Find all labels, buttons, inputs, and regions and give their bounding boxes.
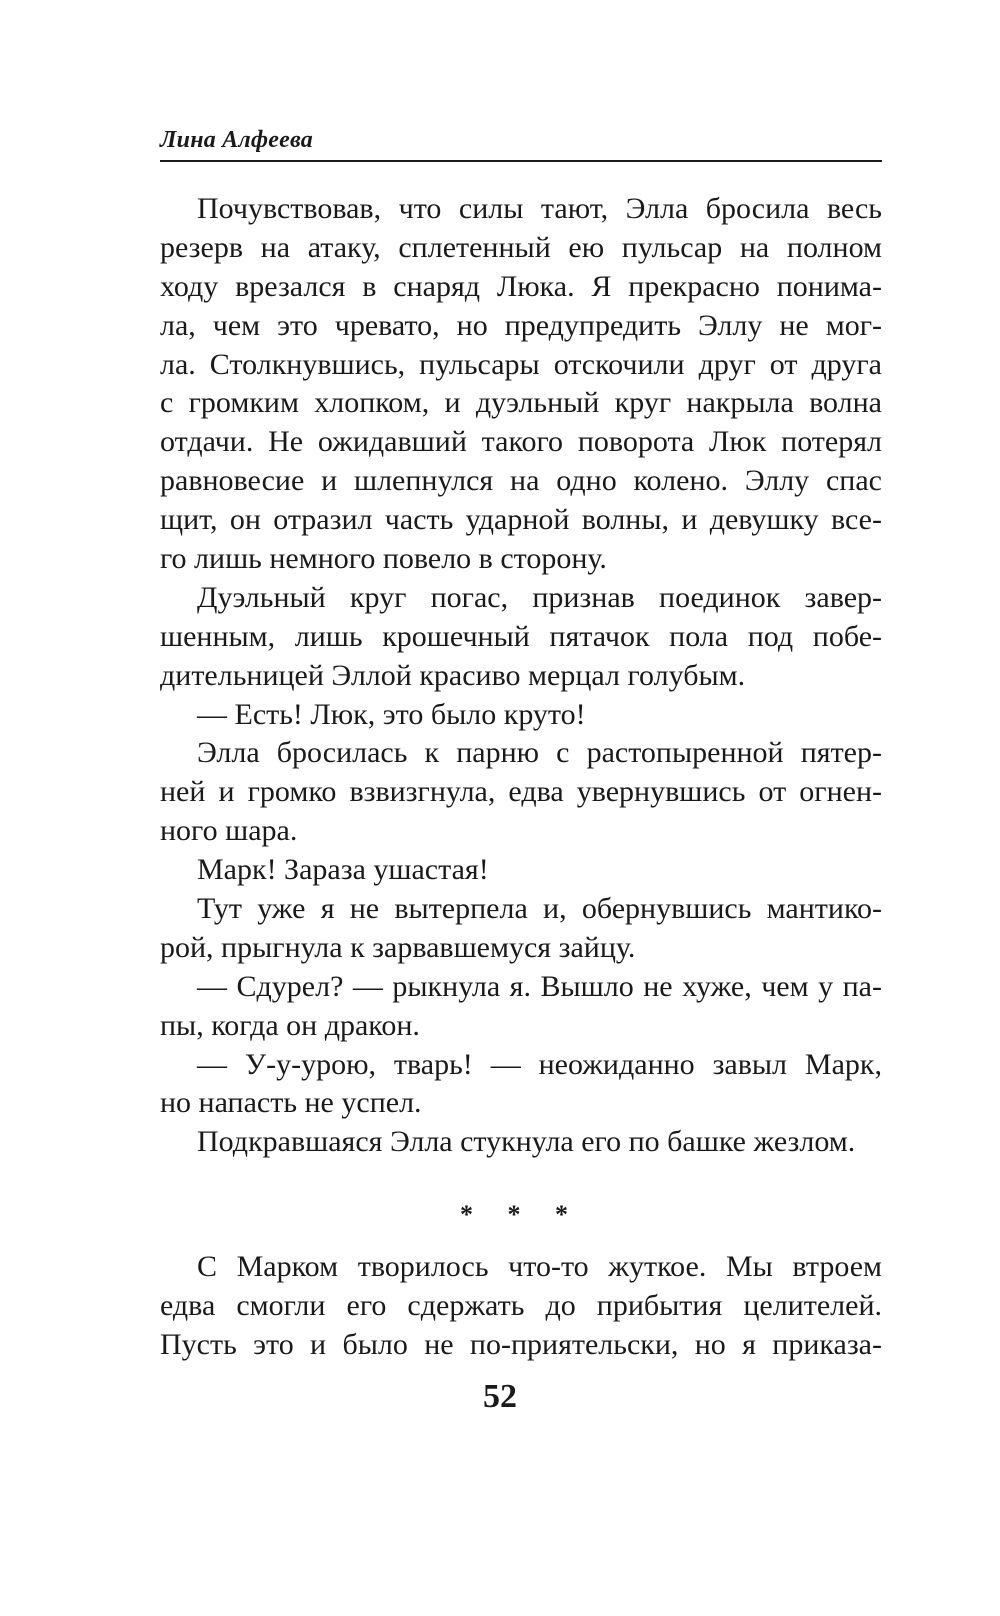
text-line: с громким хлопком, и дуэльный круг накрыла волна [160,386,882,420]
continued-text-block [160,1248,882,1365]
text-line: С Марком творилось что-то жуткое. Мы втроем [197,1250,882,1283]
text-line: Тут уже я не вытерпела и, обернувшись мантико- [197,892,882,926]
text-line: Подкравшаяся Элла стукнула его по башке жезлом. [197,1125,856,1159]
text-line: ла. Столкнувшись, пульсары отскочили друг от друга [160,347,882,381]
text-line: пы, когда он дракон. [160,1008,420,1042]
text-line: едва смогли его сдержать до прибытия целителей. [160,1288,882,1322]
scene-break: * * * [460,1200,582,1229]
text-line: резерв на атаку, сплетенный ею пульсар на полном [160,230,882,264]
text-line: Почувствовав, что силы тают, Элла бросила весь [197,192,882,225]
text-line: ного шара. [160,814,298,848]
text-line: Пусть это и было не по-приятельски, но я приказа- [160,1327,882,1361]
text-line: рой, прыгнула к зарвавшемуся зайцу. [160,930,636,964]
text-line: Дуэльный круг погас, признав поединок завер- [197,580,882,614]
text-line: Элла бросилась к парню с растопыренной пятер- [197,736,882,770]
running-head-title: Лина Алфеева [160,127,313,153]
running-head [160,120,882,162]
text-line: го лишь немного повело в сторону. [160,542,607,576]
text-line: но напасть не успел. [160,1086,422,1120]
text-line: — У-у-урою, тварь! — неожиданно завыл Марк, [197,1047,882,1081]
text-line: дительницей Эллой красиво мерцал голубым. [160,658,746,692]
text-line: равновесие и шлепнулся на одно колено. Эллу спас [160,464,882,498]
text-line: ней и громко взвизгнула, едва увернувшись от огнен- [160,775,882,809]
text-line: Марк! Зараза ушастая! [197,853,489,887]
text-line: отдачи. Не ожидавший такого поворота Люк потерял [160,425,882,459]
main-text-block [160,190,882,1162]
text-line: ла, чем это чревато, но предупредить Эллу не мог- [160,308,882,342]
text-line: ходу врезался в снаряд Люка. Я прекрасно понима- [160,269,882,303]
text-line: — Есть! Люк, это было круто! [197,697,586,731]
page-number: 52 [483,1378,517,1415]
text-line: щит, он отразил часть ударной волны, и девушку все- [160,503,882,537]
text-line: — Сдурел? — рыкнула я. Вышло не хуже, чем у па- [197,969,882,1003]
text-line: шенным, лишь крошечный пятачок пола под побе- [160,619,882,653]
